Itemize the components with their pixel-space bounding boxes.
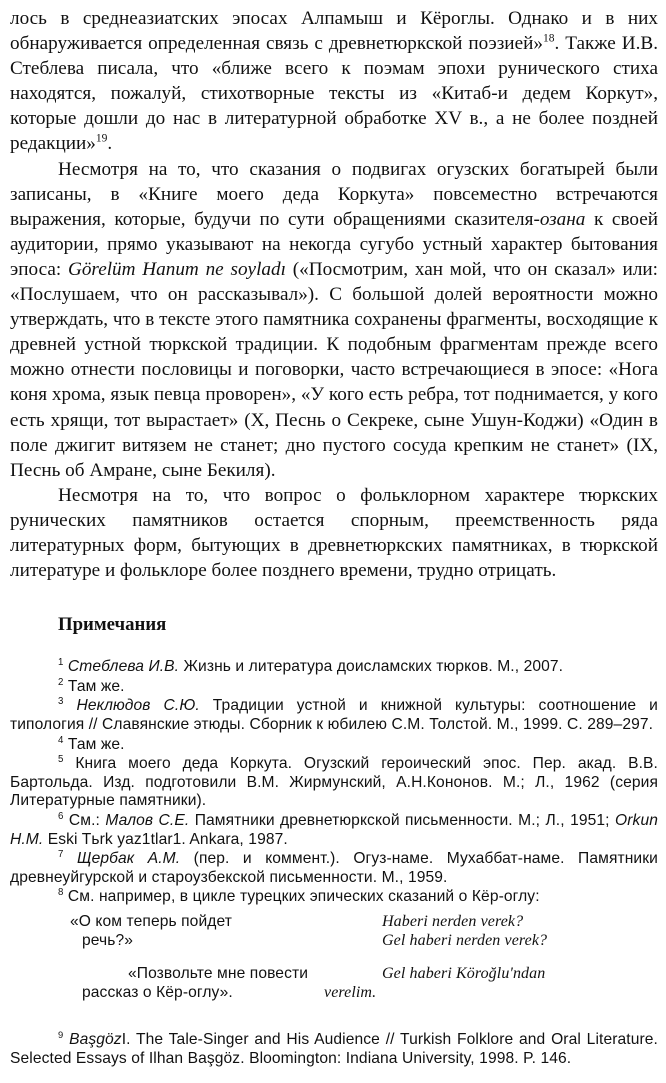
note-author: Стеблева И.В. xyxy=(67,658,180,676)
poem-quote xyxy=(10,911,658,1007)
note-text-2: Eski Tьrk yaz1tlar1. Ankara, 1987. xyxy=(43,830,288,848)
p2-italic-ozan: озана xyxy=(539,208,586,230)
note-number: 9 xyxy=(58,1029,64,1040)
p2-italic-quote: Görelüm Hanum ne soyladı xyxy=(67,258,286,280)
poem-tr-line-3: Gel haberi Köroğlu'ndan xyxy=(382,964,546,982)
poem-tr-line-2: Gel haberi nerden verek? xyxy=(382,931,548,949)
notes-heading: Примечания xyxy=(58,614,167,636)
note-number: 3 xyxy=(58,696,64,708)
note-2 xyxy=(10,678,658,697)
note-7 xyxy=(10,850,658,887)
note-text: Книга моего деда Коркута. Огузский героический эпос. Пер. акад. В.В. Бартольда. Изд. подготовили В.М. Жирмунский, А.Н.Кононов. М.; Л., 1962 (серия Литературные памятники). xyxy=(10,755,658,810)
note-number: 7 xyxy=(58,848,64,860)
p1-text-1: лось в среднеазиатских эпосах Алпамыш и Кёроглы. Однако и в них обнаруживается определенная связь с древнетюркской поэзией» xyxy=(10,8,658,55)
note-author: Щербак А.М. xyxy=(76,850,181,868)
p2-text-3: («Посмотрим, хан мой, что он сказал» или: «Послушаем, что он рассказывал»). С большой долей вероятности можно утверждать, что в тексте этого памятника сохранены фрагменты, восходящие к древней устной тюркской традиции. К подобным фрагментам прежде всего можно отнести пословицы и поговорки, часто встречающиеся в эпосе: «Нога коня хрома, язык певца проворен», «У кого есть ребра, тот поднимается, у кого есть хрящи, тот вырастает» (X, Песнь о Секреке, сыне Ушун-Коджи) «Один в поле джигит витязем не станет; дно пустого сосуда крепким не станет» (IX, Песнь об Амране, сыне Бекиля). xyxy=(10,258,658,481)
note-number: 2 xyxy=(58,676,64,688)
note-text: См. например, в цикле турецких эпических сказаний о Кёр-оглу: xyxy=(63,888,540,906)
page xyxy=(10,6,658,1083)
note-text: Традиции устной и книжной культуры: соотношение и типология // Славянские этюды. Сборник к юбилею С.М. Толстой. М., 1999. С. 289–297. xyxy=(10,697,658,733)
note-number: 6 xyxy=(58,810,64,822)
note-number: 5 xyxy=(58,753,64,765)
note-number: 4 xyxy=(58,734,64,746)
p3-text-1: Несмотря на то, что вопрос о фольклорном характере тюркских рунических памятников остается спорным, преемственность ряда литературных форм, бытующих в древнетюркских памятниках, в тюркской литературе и фольклоре более позднего времени, трудно отрицать. xyxy=(10,484,658,582)
poem-ru-line-2: речь?» xyxy=(82,931,134,949)
note-text: I. The Tale-Singer and His Audience // Turkish Folklore and Oral Literature. Selected Essays of Ilhan Başgöz. Bloomington: Indiana University, 1998. P. 146. xyxy=(10,1030,658,1067)
note-prefix: См.: xyxy=(63,811,106,829)
note-author: Неклюдов С.Ю. xyxy=(76,697,200,715)
footnote-ref-18: 18 xyxy=(542,32,555,45)
paragraph-2 xyxy=(10,157,658,483)
p1-text-2: . Также И.В. Стеблева писала, что «ближе всего к поэмам эпохи рунического стиха находятся, пожалуй, стихотворные тексты из «Китаб-и дедем Коркут», которые дошли до нас в литературной обработке XV в., а не более поздней редакции» xyxy=(10,33,658,155)
note-author: Малов С.Е. xyxy=(105,811,190,829)
note-text: Там же. xyxy=(63,677,125,695)
note-5 xyxy=(10,755,658,811)
p1-text-3: . xyxy=(107,133,113,155)
note-text: Памятники древнетюркской письменности. М.; Л., 1951; xyxy=(189,811,616,829)
note-text: Там же. xyxy=(63,735,125,753)
note-3 xyxy=(10,697,658,734)
note-author: Başgöz xyxy=(69,1030,122,1048)
note-6 xyxy=(10,812,658,849)
notes-list xyxy=(10,658,658,1068)
poem-ru-line-4: рассказ о Кёр-оглу». xyxy=(82,983,233,1001)
note-4 xyxy=(10,736,658,755)
p2-text-1: Несмотря на то, что сказания о подвигах огузских богатырей были записаны, в «Книге моего деда Коркута» повсеместно встречаются выражения, которые, будучи по сути обращениями сказителя- xyxy=(10,158,658,230)
paragraph-1 xyxy=(10,6,658,157)
note-9 xyxy=(10,1030,658,1068)
poem-ru-line-3: «Позвольте мне повести xyxy=(128,964,309,982)
note-8 xyxy=(10,888,658,907)
note-author-2: Orkun H.M. xyxy=(10,811,658,848)
poem-tr-line-4: verelim. xyxy=(324,983,377,1001)
poem-ru-line-1: «О ком теперь пойдет xyxy=(70,912,232,930)
paragraph-3 xyxy=(10,483,658,583)
note-1 xyxy=(10,658,658,677)
note-text: (пер. и коммент.). Огуз-наме. Мухаббат-наме. Памятники древнеуйгурской и староузбекской письменности. М., 1959. xyxy=(10,850,658,886)
main-text xyxy=(10,6,658,583)
note-number: 8 xyxy=(58,887,64,899)
footnote-ref-19: 19 xyxy=(95,133,108,146)
note-text: Жизнь и литература доисламских тюрков. М., 2007. xyxy=(179,658,564,676)
poem-tr-line-1: Haberi nerden verek? xyxy=(382,912,524,930)
note-number: 1 xyxy=(58,656,64,668)
p2-text-2: к своей аудитории, прямо указывают на некогда сугубо устный характер бытования эпоса: xyxy=(10,208,658,280)
